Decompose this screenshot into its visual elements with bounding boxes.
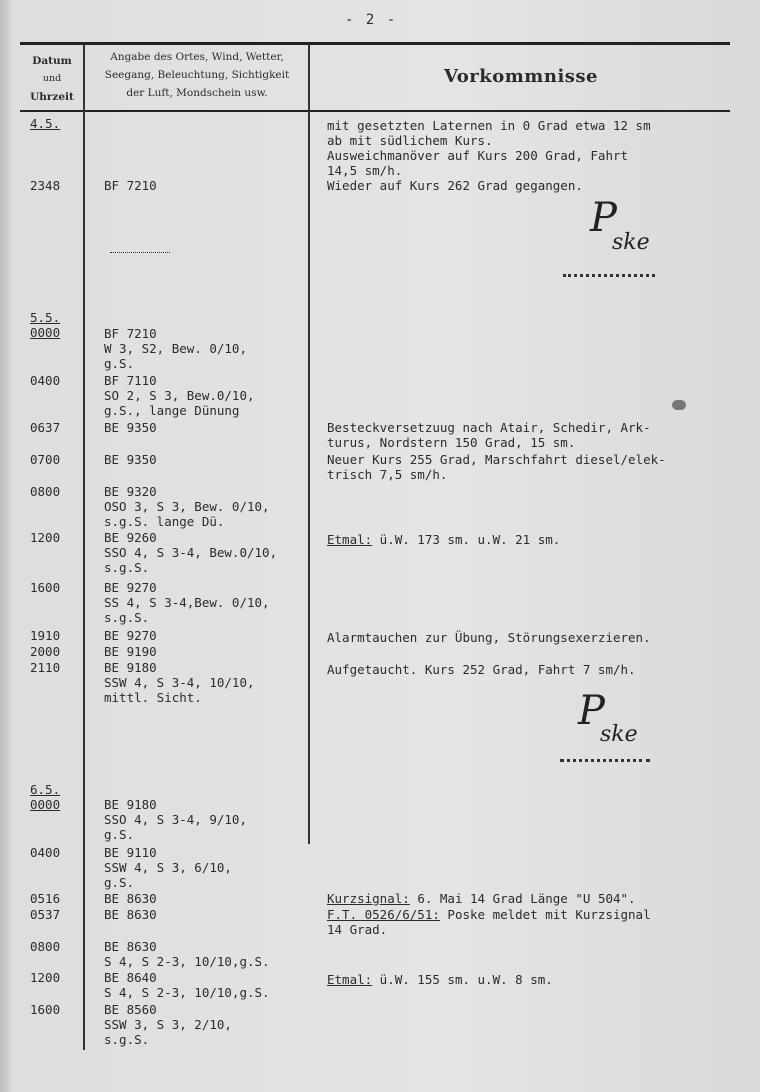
entry-time: 0700 bbox=[30, 452, 61, 467]
entry-time: 0800 bbox=[30, 939, 61, 954]
kurzsignal-value: 6. Mai 14 Grad Länge "U 504". bbox=[409, 891, 636, 906]
entry-position: BE 9110 SSW 4, S 3, 6/10, g.S. bbox=[104, 845, 232, 890]
entry-time: 0400 bbox=[30, 373, 61, 388]
entry-time: 0516 bbox=[30, 891, 61, 906]
entry-text: Besteckversetzuug nach Atair, Schedir, Ark- turus, Nordstern 150 Grad, 15 sm. bbox=[327, 420, 651, 450]
header-datum-line: und bbox=[42, 73, 62, 84]
ft-label: F.T. 0526/6/51: bbox=[327, 907, 440, 922]
entry-position: BE 9350 bbox=[104, 420, 157, 435]
date-label: 6.5. 0000 bbox=[30, 782, 61, 812]
signature-dotline bbox=[563, 274, 655, 277]
header-bottom-rule bbox=[20, 110, 730, 112]
entry-time: 2000 bbox=[30, 644, 61, 659]
entry-time: 1600 bbox=[30, 580, 61, 595]
entry-position: BE 9320 OSO 3, S 3, Bew. 0/10, s.g.S. lange Dü. bbox=[104, 484, 270, 529]
entry-position: BE 9270 bbox=[104, 628, 157, 643]
entry-position: BE 9180 SSO 4, S 3-4, 9/10, g.S. bbox=[104, 797, 247, 842]
entry-text bbox=[327, 891, 636, 906]
entry-time: 1910 bbox=[30, 628, 61, 643]
etmal-label: Etmal: bbox=[327, 532, 373, 547]
header-ort bbox=[86, 48, 308, 102]
date-label: 5.5. 0000 bbox=[30, 310, 61, 340]
column-divider-2 bbox=[308, 44, 310, 844]
header-top-rule bbox=[20, 42, 730, 45]
header-vorkommnisse: Vorkommnisse bbox=[443, 66, 599, 87]
header-ort-line: Angabe des Ortes, Wind, Wetter, bbox=[110, 51, 284, 63]
entry-text: Alarmtauchen zur Übung, Störungsexerzieren. bbox=[327, 630, 651, 645]
entry-position: BF 7210 bbox=[104, 178, 157, 193]
signature-dotline bbox=[560, 759, 650, 762]
entry-time: 0637 bbox=[30, 420, 61, 435]
entry-text: Aufgetaucht. Kurs 252 Grad, Fahrt 7 sm/h. bbox=[327, 662, 636, 677]
ft-value: Poske meldet mit Kurzsignal 14 Grad. bbox=[327, 907, 651, 937]
signature-1-tail: ske bbox=[612, 230, 650, 255]
entry-position: BE 9270 SS 4, S 3-4,Bew. 0/10, s.g.S. bbox=[104, 580, 270, 625]
entry-time bbox=[30, 782, 60, 812]
entry-text bbox=[327, 907, 651, 937]
entry-time: 2110 bbox=[30, 660, 61, 675]
kurzsignal-label: Kurzsignal: bbox=[327, 891, 410, 906]
entry-position: BF 7110 SO 2, S 3, Bew.0/10, g.S., lange Dünung bbox=[104, 373, 255, 418]
dot-separator bbox=[110, 252, 170, 253]
entry-text bbox=[327, 972, 553, 987]
entry-time: 1200 bbox=[30, 530, 61, 545]
header-ort-line: Seegang, Beleuchtung, Sichtigkeit bbox=[104, 69, 290, 81]
date-label: 4.5. bbox=[30, 116, 61, 131]
entry-position: BE 9260 SSO 4, S 3-4, Bew.0/10, s.g.S. bbox=[104, 530, 278, 575]
entry-text bbox=[327, 532, 560, 547]
entry-text: Neuer Kurs 255 Grad, Marschfahrt diesel/elek- trisch 7,5 sm/h. bbox=[327, 452, 666, 482]
column-divider-1 bbox=[83, 44, 85, 1050]
entry-text: mit gesetzten Laternen in 0 Grad etwa 12 sm ab mit südlichem Kurs. Ausweichmanöver auf Kurs 200 Grad, Fahrt 14,5 sm/h. bbox=[327, 118, 651, 178]
entry-time: 2348 bbox=[30, 178, 61, 193]
entry-position: BE 9190 bbox=[104, 644, 157, 659]
entry-time: 0800 bbox=[30, 484, 61, 499]
ink-smudge bbox=[672, 400, 686, 410]
entry-time: 0400 bbox=[30, 845, 61, 860]
entry-position: BE 8630 S 4, S 2-3, 10/10,g.S. bbox=[104, 939, 270, 969]
entry-position: BE 8630 bbox=[104, 907, 157, 922]
entry-time bbox=[30, 310, 60, 340]
signature-2-tail: ske bbox=[600, 722, 638, 747]
signature-2: P bbox=[578, 688, 605, 734]
signature-1: P bbox=[590, 195, 617, 241]
etmal-label: Etmal: bbox=[327, 972, 373, 987]
entry-position: BE 9350 bbox=[104, 452, 157, 467]
entry-time: 1200 bbox=[30, 970, 61, 985]
entry-time: 0537 bbox=[30, 907, 61, 922]
etmal-value: ü.W. 155 sm. u.W. 8 sm. bbox=[372, 972, 553, 987]
header-ort-line: der Luft, Mondschein usw. bbox=[126, 87, 268, 99]
entry-position: BE 8640 S 4, S 2-3, 10/10,g.S. bbox=[104, 970, 270, 1000]
header-datum bbox=[22, 52, 82, 106]
header-datum-line: Uhrzeit bbox=[30, 91, 74, 103]
entry-time: 1600 bbox=[30, 1002, 61, 1017]
page-number: - 2 - bbox=[345, 12, 398, 28]
entry-position: BF 7210 W 3, S2, Bew. 0/10, g.S. bbox=[104, 326, 247, 371]
entry-text: Wieder auf Kurs 262 Grad gegangen. bbox=[327, 178, 583, 193]
entry-position: BE 8560 SSW 3, S 3, 2/10, s.g.S. bbox=[104, 1002, 232, 1047]
etmal-value: ü.W. 173 sm. u.W. 21 sm. bbox=[372, 532, 561, 547]
entry-position: BE 9180 SSW 4, S 3-4, 10/10, mittl. Sicht. bbox=[104, 660, 255, 705]
header-datum-line: Datum bbox=[32, 55, 72, 67]
entry-position: BE 8630 bbox=[104, 891, 157, 906]
